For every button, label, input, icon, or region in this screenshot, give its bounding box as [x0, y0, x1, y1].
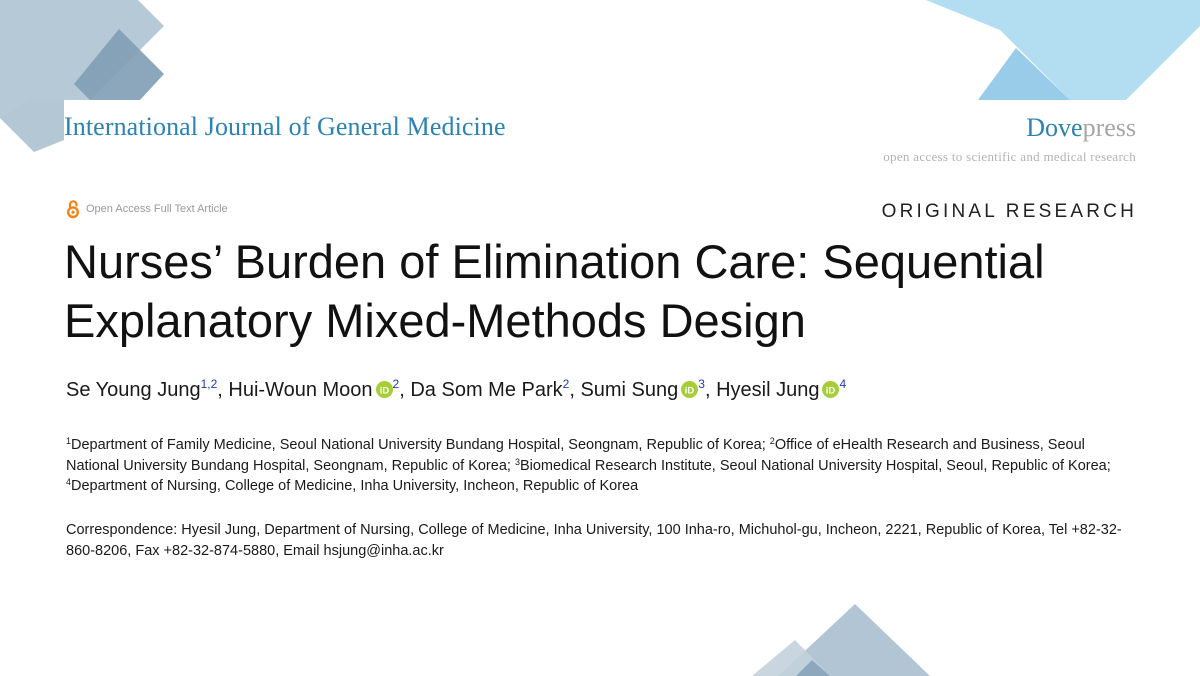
journal-title: International Journal of General Medicine [64, 112, 506, 141]
author-name[interactable]: Sumi Sung [580, 379, 679, 401]
affiliation-text: Department of Nursing, College of Medicine, Inha University, Incheon, Republic of Korea [71, 478, 639, 494]
publisher-logo[interactable] [883, 113, 1136, 143]
affiliation-number: 4 [66, 477, 72, 487]
author-affiliation-ref[interactable]: 2 [562, 377, 570, 391]
orcid-icon[interactable] [822, 381, 839, 398]
affiliation-text: Biomedical Research Institute, Seoul National University Hospital, Seoul, Republic of Korea; [519, 457, 1111, 474]
author-name[interactable]: Hyesil Jung [716, 379, 820, 401]
author-name[interactable]: Hui-Woun Moon [228, 379, 373, 401]
affiliation-number: 1 [66, 436, 72, 446]
author-affiliation-ref[interactable]: 2 [392, 377, 400, 391]
publisher-name-press: press [1082, 113, 1136, 142]
author-name[interactable]: Da Som Me Park [410, 379, 563, 401]
svg-text:iD: iD [826, 385, 836, 397]
correspondence: Correspondence: Hyesil Jung, Department of Nursing, College of Medicine, Inha University, 100 Inha-ro, Michuhol-gu, Incheon, 2221, Republic of Korea, Tel +82-32-860-8206, Fax +82-32-874-5880, Email hsjung@inha.ac.kr [66, 522, 1122, 559]
publisher-block [883, 113, 1136, 165]
orcid-icon[interactable] [681, 381, 698, 398]
author-list: Se Young Jung$^{1,2}$, Hui-Woun Moon iD $^2$, Da Som Me Park$^2$, Sumi Sung iD $^3$, Hyesil Jung iD $^4$ [66, 377, 847, 401]
affiliation-number: 2 [769, 436, 775, 446]
article-title [64, 232, 1144, 350]
author-affiliation-ref[interactable]: 4 [839, 377, 847, 391]
article-type: ORIGINAL RESEARCH [881, 201, 1137, 222]
affiliation-number: 3 [514, 456, 520, 467]
affiliations [66, 435, 1136, 497]
author-affiliation-ref[interactable]: 1,2 [200, 377, 218, 391]
author-name[interactable]: Se Young Jung [66, 379, 201, 401]
svg-text:iD: iD [379, 385, 389, 397]
article-title-line-2: Explanatory Mixed-Methods Design [64, 294, 806, 347]
orcid-icon[interactable] [376, 381, 393, 398]
open-access-label: Open Access Full Text Article [86, 203, 228, 215]
open-access-row [66, 199, 228, 219]
author-affiliation-ref[interactable]: 3 [698, 377, 705, 391]
affiliation-text: Office of eHealth Research and Business, Seoul National University Bundang Hospital, Seongnam, Republic of Korea; [66, 437, 1085, 474]
open-access-icon [66, 199, 80, 219]
affiliation-text: Department of Family Medicine, Seoul National University Bundang Hospital, Seongnam, Republic of Korea; [71, 437, 770, 453]
publisher-name-dove: Dove [1026, 113, 1083, 142]
svg-text:iD: iD [685, 385, 695, 397]
article-title-line-1: Nurses’ Burden of Elimination Care: Sequential [64, 235, 1045, 288]
publisher-tagline: open access to scientific and medical research [883, 149, 1136, 164]
